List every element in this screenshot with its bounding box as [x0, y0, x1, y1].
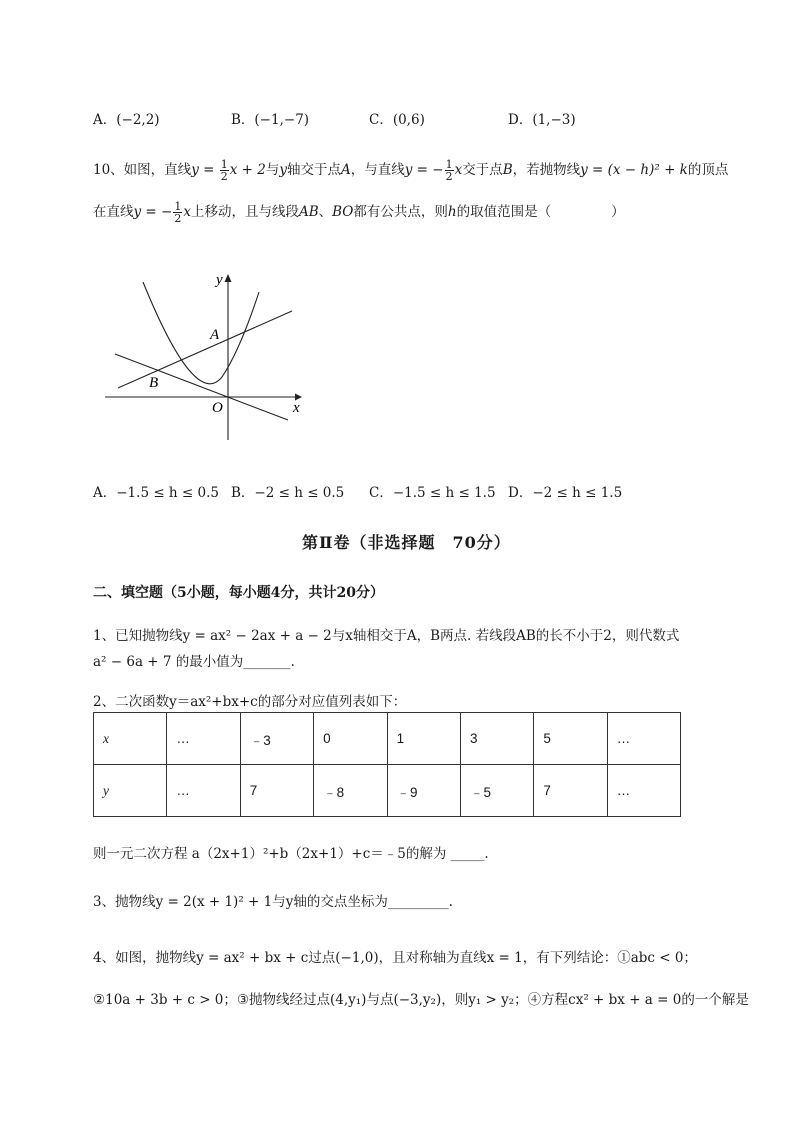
q10-line1: [93, 158, 728, 182]
q10-text: 轴交于点: [286, 162, 341, 178]
q10-text: 的取值范围是（: [456, 204, 552, 220]
table-cell: …: [607, 765, 680, 817]
segment-ab: AB: [298, 204, 319, 220]
table-cell: ﹣8: [314, 765, 387, 817]
part2-title: 第Ⅱ卷（非选择题 70分）: [302, 533, 511, 552]
q10-text: 与: [265, 162, 280, 178]
q10-text: 在直线: [93, 204, 134, 220]
line-bo: [115, 354, 288, 420]
table-cell: 1: [387, 713, 460, 765]
q10-var-y: y: [279, 162, 287, 178]
table-cell: ﹣5: [460, 765, 533, 817]
segment-bo: BO: [332, 204, 354, 220]
table-row: [94, 713, 681, 765]
q10-option-d: D．−2 ≤ h ≤ 1.5: [508, 485, 623, 501]
frac-den: 2: [445, 170, 453, 183]
table-cell: x: [94, 713, 167, 765]
line-ab: [118, 311, 292, 388]
q10-var-x: x: [454, 162, 463, 178]
fill2-intro: 2、二次函数y＝ax²+bx+c的部分对应值列表如下：: [93, 694, 407, 710]
fraction-half: [445, 159, 454, 182]
q10-var-h: h: [447, 204, 457, 220]
label-b: B: [149, 375, 159, 391]
frac-num: 1: [445, 158, 453, 171]
q10-number: 10、如图，直线: [93, 162, 192, 178]
q9-option-b: B．(−1,−7): [231, 112, 310, 128]
fill3-text: 3、抛物线y = 2(x + 1)² + 1与y轴的交点坐标为_________.: [93, 894, 453, 910]
section2-title: 二、填空题（5小题，每小题4分，共计20分）: [93, 585, 384, 601]
q9-option-a: A．(−2,2): [93, 112, 160, 128]
q10-line2: [93, 200, 625, 224]
q10-option-c: C．−1.5 ≤ h ≤ 1.5: [369, 485, 496, 501]
table-cell: 0: [314, 713, 387, 765]
q10-text: ，若抛物线: [512, 162, 581, 178]
table-cell: ﹣3: [240, 713, 313, 765]
frac-num: 1: [174, 200, 182, 213]
line1-eq-y: y =: [191, 162, 219, 178]
table-cell: 7: [240, 765, 313, 817]
q10-text: 、: [318, 204, 333, 220]
line1-eq-rest: x + 2: [229, 162, 266, 178]
label-a: A: [210, 327, 220, 343]
frac-den: 2: [174, 212, 182, 225]
q10-text: ）: [611, 204, 625, 220]
q10-option-a: A．−1.5 ≤ h ≤ 0.5: [93, 485, 219, 501]
fill2-question: 则一元二次方程 a（2x+1）²+b（2x+1）+c＝﹣5的解为 _____.: [93, 846, 489, 862]
q9-option-c: C．(0,6): [369, 112, 425, 128]
frac-den: 2: [220, 170, 228, 183]
q10-option-b: B．−2 ≤ h ≤ 0.5: [231, 485, 345, 501]
table-cell: y: [94, 765, 167, 817]
fraction-half: [220, 159, 229, 182]
q10-var-x: x: [183, 204, 191, 220]
table-cell: 7: [534, 765, 607, 817]
fill4-line2: ②10a + 3b + c > 0；③抛物线经过点(4,y₁)与点(−3,y₂)，则y₁ > y₂；④方程cx² + bx + a = 0的一个解是: [93, 992, 749, 1008]
fill1-line2: a² − 6a + 7 的最小值为_______.: [93, 654, 295, 670]
table-cell: 3: [460, 713, 533, 765]
value-table: [93, 712, 681, 817]
fraction-half: [173, 201, 182, 224]
q9-option-d: D．(1,−3): [508, 112, 576, 128]
parabola-eq: y = (x − h)² + k: [580, 162, 688, 178]
table-cell: …: [167, 713, 240, 765]
q10-point-a: A: [340, 162, 351, 178]
line2-eq-y: y = −: [404, 162, 444, 178]
table-cell: …: [607, 713, 680, 765]
table-row: [94, 765, 681, 817]
q10-text: 的顶点: [687, 162, 729, 178]
line2-eq-y: y = −: [133, 204, 173, 220]
q10-point-b: B: [502, 162, 513, 178]
table-cell: 5: [534, 713, 607, 765]
q10-text: ，与直线: [350, 162, 405, 178]
label-x: x: [293, 400, 300, 416]
table-cell: …: [167, 765, 240, 817]
y-axis-arrow: [225, 274, 232, 282]
fill1-line1: 1、已知抛物线y = ax² − 2ax + a − 2与x轴相交于A，B两点. 若线段AB的长不小于2，则代数式: [93, 628, 680, 644]
q10-figure: [100, 262, 310, 447]
q10-text: 上移动，且与线段: [190, 204, 299, 220]
q10-text: 都有公共点，则: [353, 204, 448, 220]
label-y: y: [216, 272, 223, 288]
frac-num: 1: [220, 158, 228, 171]
q10-text: 交于点: [462, 162, 503, 178]
label-o: O: [212, 400, 223, 416]
fill4-line1: 4、如图，抛物线y = ax² + bx + c过点(−1,0)，且对称轴为直线x = 1，有下列结论：①abc < 0；: [93, 950, 697, 966]
table-cell: ﹣9: [387, 765, 460, 817]
